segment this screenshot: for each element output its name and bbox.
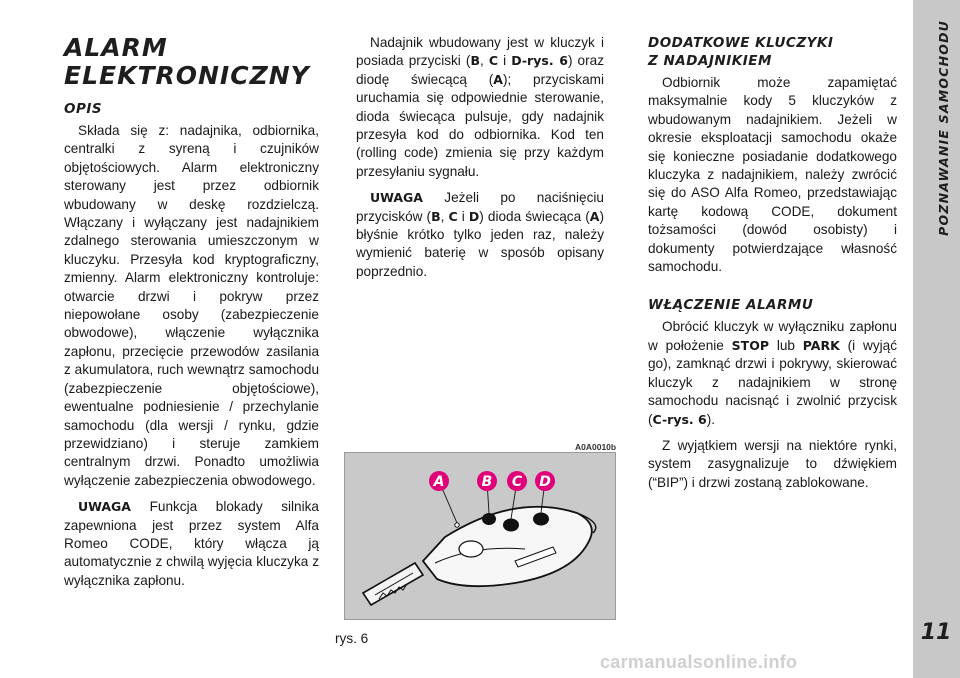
text-run: i (457, 208, 469, 224)
park-keyword: PARK (802, 337, 840, 353)
title-line-2: ELEKTRONICZNY (64, 61, 310, 90)
text-run: ); przyciskami uruchamia się odpowiednie sterowanie, dioda świecąca pulsuje, gdy nadajnik przesyła kod do odbiornika. Kod ten (rolling code) zmienia się przy każdym przesyłaniu sygnału. (356, 71, 605, 179)
text-run: i (498, 53, 512, 69)
ref-b: B (431, 208, 441, 224)
section-title (64, 34, 319, 90)
text-run: Jeżeli po naciśnięciu przycisków ( (356, 190, 604, 224)
additional-keys-paragraph: Odbiornik może zapamiętać maksymalnie kody 5 kluczyków z wbudowanym nadajnikiem. Jeżeli w okresie eksploatacji samochodu okaże się konieczne posiadanie dodatkowego kluczyka z nadajnikiem, należy zwrócić się do ASO Alfa Romeo, przedstawiając kartę kodową CODE, dokument tożsamości (dowód osobisty) i dokumenty potwierdzające własność samochodu. (648, 75, 897, 275)
label-b: B (481, 474, 493, 490)
ref-a: A (589, 208, 600, 224)
key-illustration (345, 453, 615, 619)
heading-line-2: Z NADAJNIKIEM (648, 53, 772, 69)
key-figure (344, 452, 616, 620)
ref-d-fig: D-rys. 6 (511, 53, 568, 69)
uwaga-label: UWAGA (78, 499, 131, 515)
uwaga-paragraph-2 (356, 189, 604, 281)
text-run: , (479, 53, 489, 69)
text-run: ) oraz diodę świecącą ( (356, 53, 605, 87)
key-blade (363, 563, 423, 605)
uwaga-text: Funkcja blokady silnika zapewniona jest przez system Alfa Romeo CODE, który włącza ją automatycznie z chwilą wyjęcia kluczyka z wyłącznika zapłonu. (64, 499, 319, 588)
alarm-on-paragraph (648, 318, 897, 428)
page-number: 11 (920, 620, 952, 645)
stop-keyword: STOP (731, 337, 769, 353)
led (455, 523, 459, 527)
uwaga-label: UWAGA (370, 190, 423, 206)
ref-c: C (448, 208, 458, 224)
column-middle (356, 34, 604, 281)
text-run: (i wyjąć go), zamknąć drzwi i pokrywy, skierować kluczyk z nadajnikiem w stronę samochodu nacisnąć i zwolnić przycisk ( (648, 337, 897, 427)
text-run: ) błyśnie krótko tylko jeden raz, należy wymienić baterię w sposób opisany poprzednio. (356, 208, 604, 279)
uwaga-paragraph-1 (64, 498, 319, 590)
text-run: Nadajnik wbudowany jest w kluczyk i posiada przyciski ( (356, 35, 604, 69)
text-run: Obrócić kluczyk w wyłączniku zapłonu w położenie (648, 319, 897, 353)
text-run: ) dioda świecąca ( (479, 208, 590, 224)
figure-caption: rys. 6 (335, 631, 369, 646)
label-a: A (433, 474, 445, 490)
ref-a: A (493, 71, 503, 87)
label-d: D (539, 474, 551, 490)
column-left (64, 34, 319, 590)
alarm-on-heading: WŁĄCZENIE ALARMU (648, 297, 814, 314)
figure-code: A0A0010b (575, 442, 617, 452)
ref-c-fig: C-rys. 6 (652, 411, 707, 427)
transmitter-paragraph (356, 34, 604, 181)
opis-heading: OPIS (64, 101, 103, 117)
opis-paragraph: Składa się z: nadajnika, odbiornika, centralki z syreną i czujników objętościowych. Alarm elektroniczny sterowany jest przez odbiornik wbudowany w deskę rozdzielczą. Włączany i wyłączany jest nadajnikiem zdalnego sterowania umieszczonym w kluczyku. Przesyła kod kryptograficzny, zmienny. Alarm elektroniczny kontroluje: otwarcie drzwi i pokryw przez niepowołane osoby (zabezpieczenie obwodowe), włączenie wyłącznika zapłonu, przecięcie przewodów zasilania z akumulatora, ruch wewnątrz samochodu (zabezpieczenie objętościowe), ewentualne podniesienie / przechylanie samochodu (dla wersji / rynku, gdzie przewidziano) i steruje zamkiem centralnym drzwi. Ponadto umożliwia wyłączenie zabezpieczenia obwodowego. (64, 123, 319, 488)
beep-paragraph: Z wyjątkiem wersji na niektóre rynki, system zasygnalizuje to dźwiękiem (“BIP”) i drzwi zostaną zablokowane. (648, 437, 897, 490)
button-c (503, 519, 519, 532)
additional-keys-heading (648, 34, 897, 70)
button-b (482, 513, 496, 525)
watermark: carmanualsonline.info (600, 652, 798, 672)
text-run: lub (769, 337, 803, 353)
label-c: C (511, 474, 523, 490)
column-right (648, 34, 897, 492)
ref-d: D (468, 208, 480, 224)
title-line-1: ALARM (64, 33, 168, 62)
text-run: , (440, 208, 449, 224)
chapter-label: POZNAWANIE SAMOCHODU (936, 20, 951, 236)
ref-c: C (488, 53, 499, 69)
text-run: ). (706, 411, 716, 427)
ref-b: B (470, 53, 480, 69)
heading-line-1: DODATKOWE KLUCZYKI (648, 35, 834, 51)
button-d (533, 513, 549, 526)
